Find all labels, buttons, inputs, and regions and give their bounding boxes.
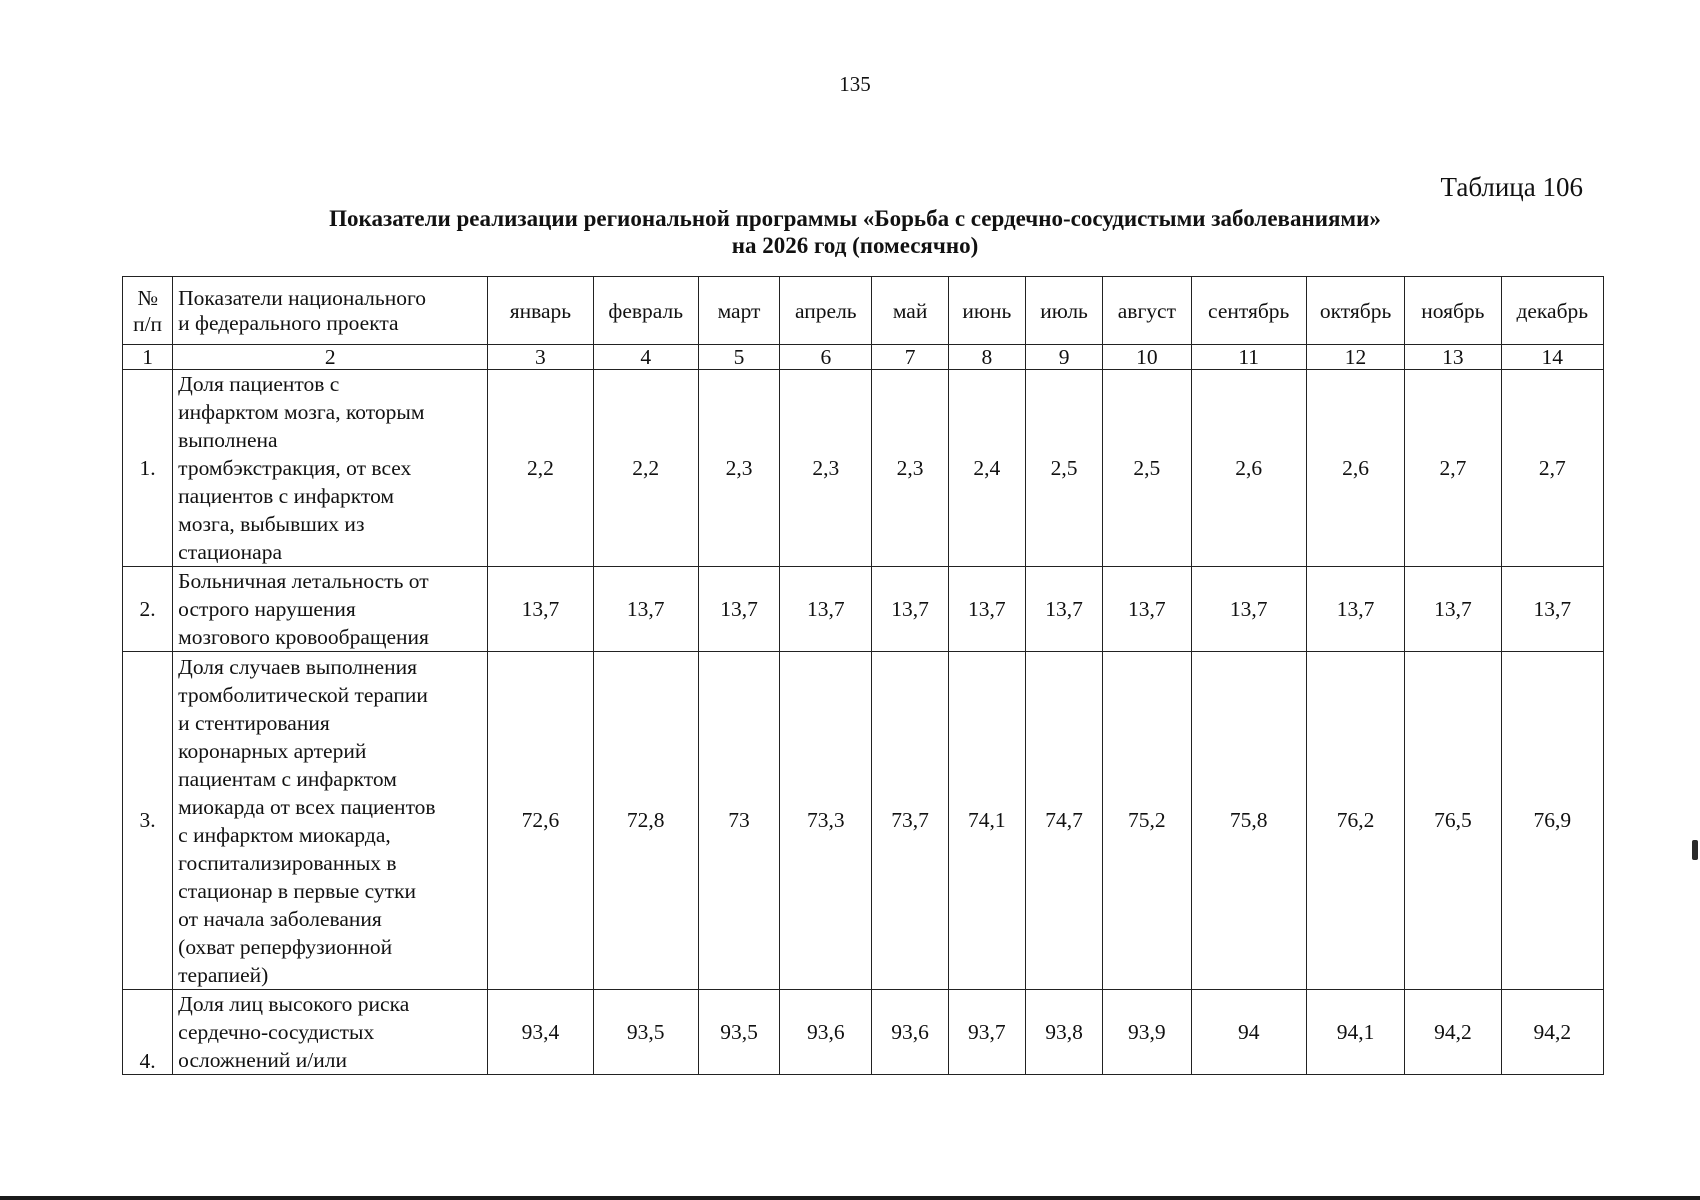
header-indicator-line-2: и федерального проекта <box>178 310 399 335</box>
month-value-cell: 93,6 <box>872 990 948 1075</box>
month-value-cell: 13,7 <box>872 567 948 652</box>
indicator-name-line: госпитализированных в <box>178 850 397 875</box>
header-month-cell: август <box>1103 277 1191 345</box>
month-value-cell: 93,7 <box>948 990 1025 1075</box>
column-number-cell: 13 <box>1405 345 1501 370</box>
month-value-cell: 76,5 <box>1405 652 1501 990</box>
column-number-cell: 4 <box>593 345 698 370</box>
indicator-name-line: сердечно-сосудистых <box>178 1020 375 1044</box>
month-value-cell: 73,7 <box>872 652 948 990</box>
month-value-cell: 2,3 <box>698 370 779 567</box>
header-number-cell <box>123 277 173 345</box>
row-index-cell: 1. <box>123 370 173 567</box>
indicator-name-line: Доля пациентов с <box>178 372 340 396</box>
month-value-cell: 2,7 <box>1501 370 1603 567</box>
column-number-cell: 9 <box>1025 345 1102 370</box>
month-value-cell: 72,6 <box>488 652 593 990</box>
edge-scan-mark <box>1692 840 1698 860</box>
column-number-cell: 1 <box>123 345 173 370</box>
bottom-scan-rule <box>0 1196 1700 1200</box>
month-value-cell: 13,7 <box>488 567 593 652</box>
month-value-cell: 13,7 <box>1103 567 1191 652</box>
month-value-cell: 94,1 <box>1306 990 1404 1075</box>
indicator-name-line: тромболитической терапии <box>178 682 428 707</box>
indicator-name-line: мозга, выбывших из <box>178 512 365 536</box>
table-row <box>123 990 1604 1075</box>
indicator-name-line: осложнений и/или <box>178 1048 347 1072</box>
indicator-name-line: стационар в первые сутки <box>178 878 417 903</box>
month-value-cell: 76,9 <box>1501 652 1603 990</box>
row-index-cell: 3. <box>123 652 173 990</box>
header-month-cell: июль <box>1025 277 1102 345</box>
column-number-cell: 12 <box>1306 345 1404 370</box>
month-value-cell: 93,6 <box>780 990 872 1075</box>
header-row <box>123 277 1604 345</box>
header-number-line-2: п/п <box>133 311 163 336</box>
month-value-cell: 94 <box>1191 990 1306 1075</box>
month-value-cell: 13,7 <box>1501 567 1603 652</box>
header-month-cell: апрель <box>780 277 872 345</box>
column-number-cell: 8 <box>948 345 1025 370</box>
indicator-name-cell <box>173 567 488 652</box>
header-month-cell: ноябрь <box>1405 277 1501 345</box>
indicator-name-line: тромбэкстракция, от всех <box>178 456 412 480</box>
header-month-cell: май <box>872 277 948 345</box>
indicator-name-line: Больничная летальность от <box>178 569 429 593</box>
header-month-cell: июнь <box>948 277 1025 345</box>
column-number-row <box>123 345 1604 370</box>
header-month-cell: февраль <box>593 277 698 345</box>
indicator-name-cell <box>173 370 488 567</box>
column-number-cell: 7 <box>872 345 948 370</box>
table-title-line-2: на 2026 год (помесячно) <box>731 233 979 258</box>
table-row <box>123 370 1604 567</box>
month-value-cell: 93,4 <box>488 990 593 1075</box>
month-value-cell: 75,2 <box>1103 652 1191 990</box>
month-value-cell: 13,7 <box>948 567 1025 652</box>
month-value-cell: 13,7 <box>698 567 779 652</box>
indicator-name-line: от начала заболевания <box>178 906 382 931</box>
month-value-cell: 94,2 <box>1501 990 1603 1075</box>
row-index-cell: 4. <box>123 990 173 1075</box>
column-number-cell: 10 <box>1103 345 1191 370</box>
indicator-name-line: стационара <box>178 540 283 564</box>
header-number-line-1: № <box>137 285 158 310</box>
indicator-name-cell <box>173 652 488 990</box>
month-value-cell: 93,9 <box>1103 990 1191 1075</box>
month-value-cell: 2,2 <box>593 370 698 567</box>
table-label: Таблица 106 <box>1440 172 1583 202</box>
month-value-cell: 13,7 <box>1025 567 1102 652</box>
indicator-name-line: острого нарушения <box>178 597 356 621</box>
column-number-cell: 5 <box>698 345 779 370</box>
month-value-cell: 74,7 <box>1025 652 1102 990</box>
indicator-name-line: коронарных артерий <box>178 738 367 763</box>
month-value-cell: 2,3 <box>872 370 948 567</box>
month-value-cell: 2,2 <box>488 370 593 567</box>
indicator-name-line: инфарктом мозга, которым <box>178 400 425 424</box>
indicator-name-line: с инфарктом миокарда, <box>178 822 391 847</box>
table-body <box>123 277 1604 1075</box>
indicator-name-line: пациентов с инфарктом <box>178 484 395 508</box>
month-value-cell: 73 <box>698 652 779 990</box>
month-value-cell: 2,6 <box>1191 370 1306 567</box>
column-number-cell: 11 <box>1191 345 1306 370</box>
column-number-cell: 14 <box>1501 345 1603 370</box>
indicators-table <box>122 276 1604 1075</box>
indicator-name-line: (охват реперфузионной <box>178 934 393 959</box>
month-value-cell: 93,5 <box>698 990 779 1075</box>
table-title <box>0 205 1700 259</box>
month-value-cell: 93,5 <box>593 990 698 1075</box>
header-indicator-line-1: Показатели национального <box>178 285 426 310</box>
header-month-cell: декабрь <box>1501 277 1603 345</box>
column-number-cell: 2 <box>173 345 488 370</box>
table-row <box>123 652 1604 990</box>
month-value-cell: 93,8 <box>1025 990 1102 1075</box>
indicator-name-line: терапией) <box>178 962 269 987</box>
month-value-cell: 73,3 <box>780 652 872 990</box>
indicator-name-line: и стентирования <box>178 710 330 735</box>
indicator-name-line: мозгового кровообращения <box>178 625 429 649</box>
row-index-cell: 2. <box>123 567 173 652</box>
month-value-cell: 75,8 <box>1191 652 1306 990</box>
table-title-line-1: Показатели реализации региональной программы «Борьба с сердечно-сосудистыми заболеваниями» <box>329 206 1381 231</box>
indicator-name-line: Доля лиц высокого риска <box>178 992 410 1016</box>
indicator-name-line: выполнена <box>178 428 278 452</box>
month-value-cell: 13,7 <box>1306 567 1404 652</box>
header-month-cell: январь <box>488 277 593 345</box>
header-month-cell: март <box>698 277 779 345</box>
month-value-cell: 13,7 <box>1191 567 1306 652</box>
month-value-cell: 2,4 <box>948 370 1025 567</box>
month-value-cell: 76,2 <box>1306 652 1404 990</box>
month-value-cell: 2,3 <box>780 370 872 567</box>
indicator-name-line: миокарда от всех пациентов <box>178 794 436 819</box>
indicator-name-line: пациентам с инфарктом <box>178 766 397 791</box>
indicator-name-line: Доля случаев выполнения <box>178 654 417 679</box>
header-month-cell: сентябрь <box>1191 277 1306 345</box>
month-value-cell: 13,7 <box>1405 567 1501 652</box>
month-value-cell: 94,2 <box>1405 990 1501 1075</box>
page-number: 135 <box>839 72 871 96</box>
header-indicator-cell <box>173 277 488 345</box>
month-value-cell: 13,7 <box>780 567 872 652</box>
header-month-cell: октябрь <box>1306 277 1404 345</box>
column-number-cell: 6 <box>780 345 872 370</box>
month-value-cell: 72,8 <box>593 652 698 990</box>
month-value-cell: 2,5 <box>1103 370 1191 567</box>
month-value-cell: 2,7 <box>1405 370 1501 567</box>
month-value-cell: 13,7 <box>593 567 698 652</box>
table-row <box>123 567 1604 652</box>
month-value-cell: 2,6 <box>1306 370 1404 567</box>
month-value-cell: 2,5 <box>1025 370 1102 567</box>
month-value-cell: 74,1 <box>948 652 1025 990</box>
column-number-cell: 3 <box>488 345 593 370</box>
indicator-name-cell <box>173 990 488 1075</box>
